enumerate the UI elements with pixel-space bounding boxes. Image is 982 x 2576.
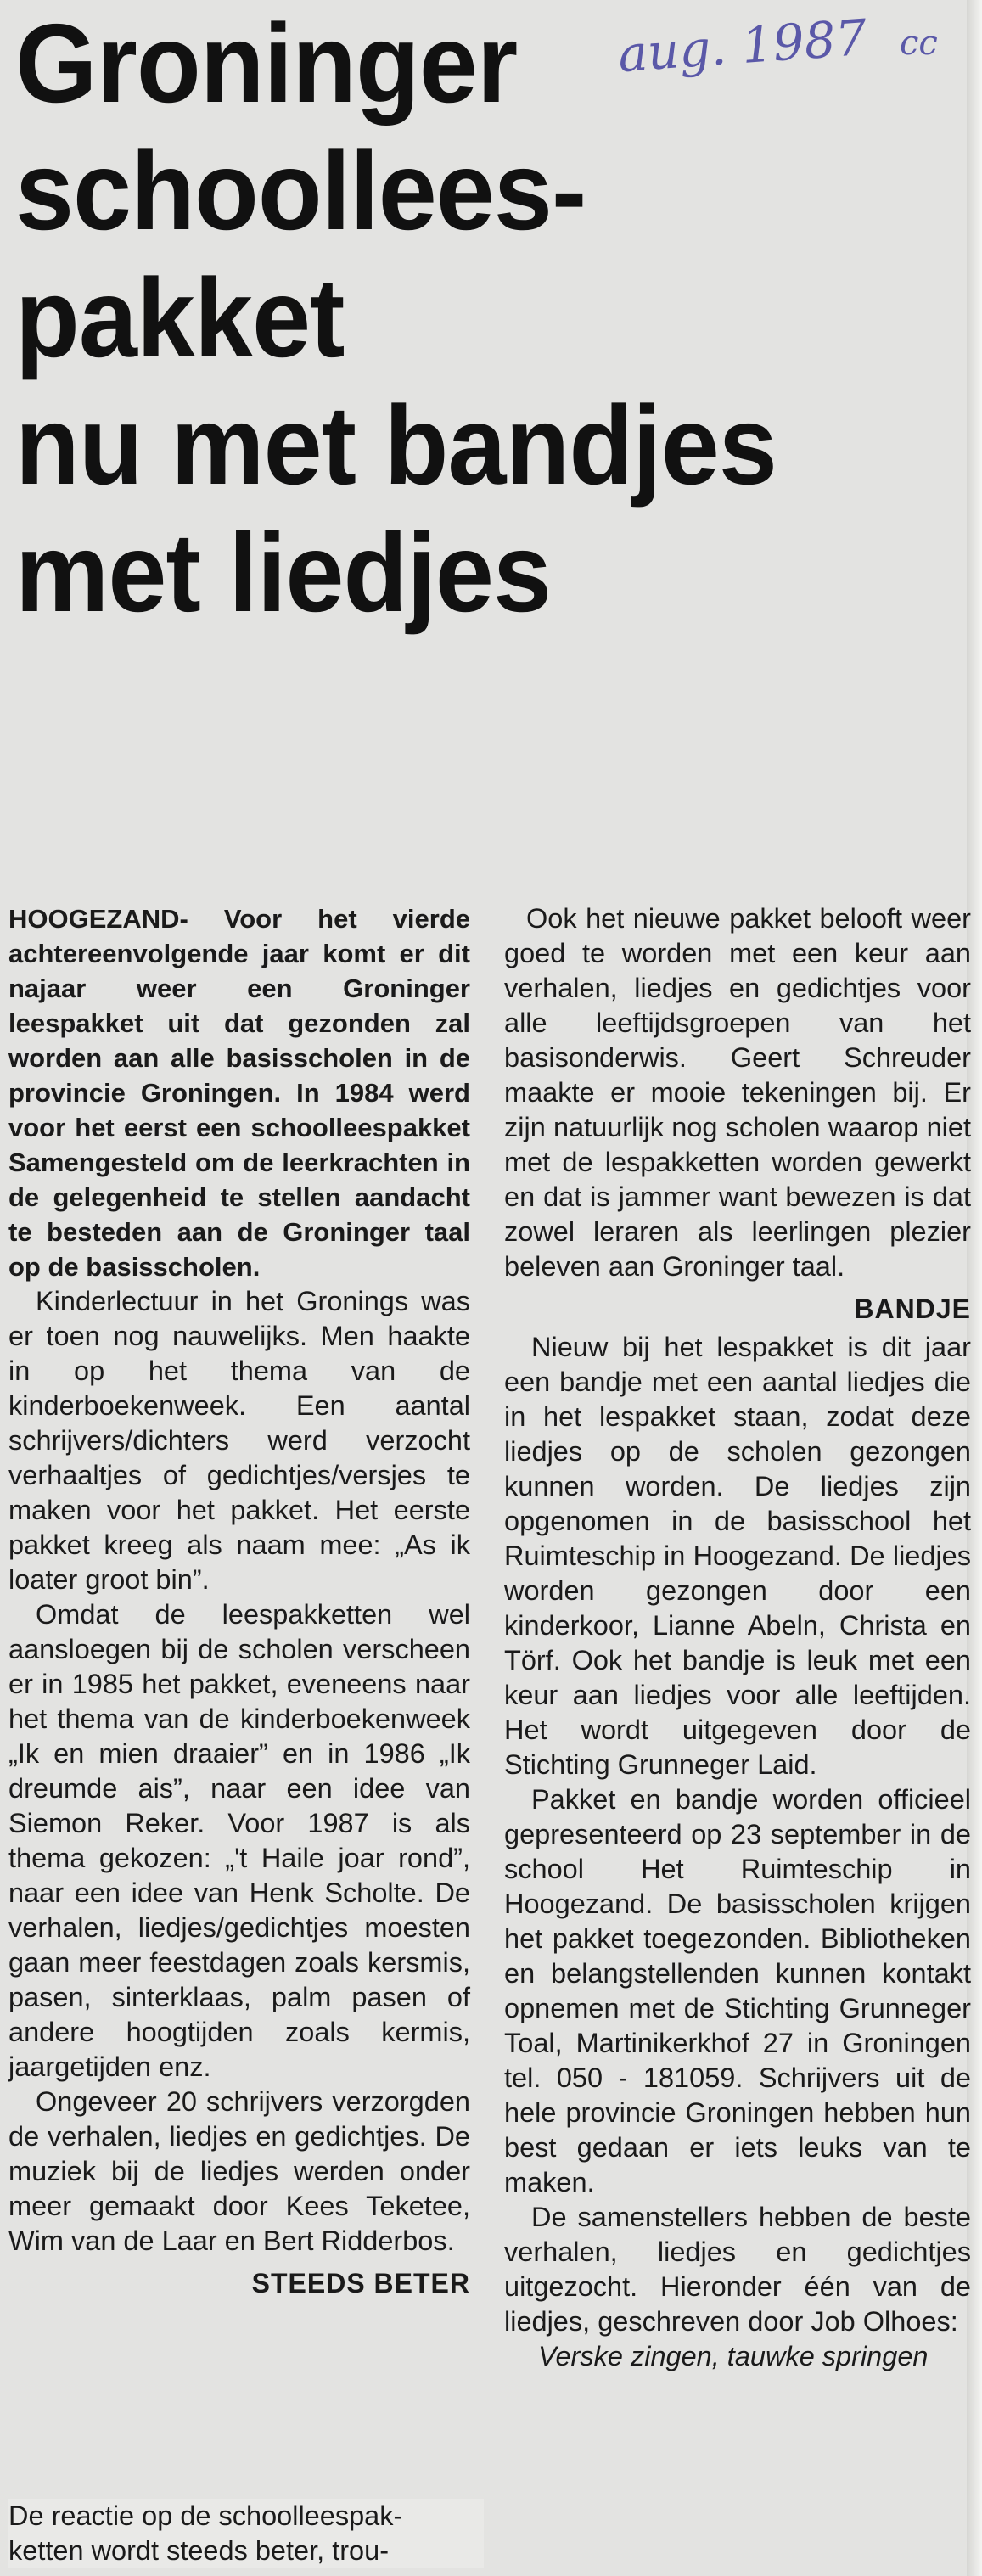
body-paragraph: Nieuw bij het lespakket is dit jaar een bandje met een aantal liedjes die in het lespakket staan, zodat deze liedjes op de scholen gezongen kunnen worden. De liedjes zijn opgenomen in de basisschool het Ruimteschip in Hoogezand. De liedjes worden gezongen door een kinderkoor, Lianne Abeln, Christa en Törf. Ook het bandje is leuk met een keur aan liedjes voor alle leeftijden. Het wordt uitgegeven door de Stichting Grunneger Laid. (504, 1332, 971, 1780)
handwritten-date: aug. 1987 (615, 8, 869, 84)
subhead-bandje: BANDJE (854, 1294, 971, 1324)
headline (15, 0, 877, 637)
right-column (504, 901, 971, 2374)
subhead-steeds-beter: STEEDS BETER (251, 2268, 470, 2298)
body-paragraph: Ongeveer 20 schrijvers verzorgden de verhalen, liedjes en gedichtjes. De muziek bij de liedjes werden onder meer gemaakt door Kees Teketee, Wim van de Laar en Bert Ridderbos. (8, 2086, 470, 2256)
left-column (8, 901, 470, 2304)
continued-line-2: ketten wordt steeds beter, trou- (8, 2535, 390, 2566)
continued-line-1: De reactie op de schoolleespak- (8, 2500, 403, 2531)
headline-line-5: met liedjes (15, 510, 552, 635)
handwritten-mark: cc (900, 24, 938, 63)
body-paragraph: De samenstellers hebben de beste verhalen, liedjes en gedichtjes uitgezocht. Hieronder één van de liedjes, geschreven door Job Olhoes: (504, 2202, 971, 2337)
headline-line-4: nu met bandjes (15, 383, 777, 508)
headline-line-1: Groninger (15, 1, 518, 126)
continued-paragraph (8, 2499, 484, 2568)
headline-line-2: schoollees- (15, 128, 586, 253)
body-paragraph: Pakket en bandje worden officieel gepresenteerd op 23 september in de school Het Ruimteschip in Hoogezand. De basisscholen krijgen het pakket toegezonden. Bibliotheken en belangstellenden kunnen kontakt opnemen met de Stichting Grunneger Toal, Martinikerkhof 27 in Groningen tel. 050 - 181059. Schrijvers uit de hele provincie Groningen hebben hun best gedaan er iets leuks van te maken. (504, 1784, 971, 2197)
body-paragraph: Ook het nieuwe pakket belooft weer goed te worden met een keur aan verhalen, liedjes en gedichtjes voor alle leeftijdsgroepen van het basisonderwis. Geert Schreuder maakte er mooie tekeningen bij. Er zijn natuurlijk nog scholen waarop niet met de lespakketten worden gewerkt en dat is jammer want bewezen is dat zowel leraren als leerlingen plezier beleven aan Groninger taal. (504, 903, 971, 1282)
poem-line: Verske zingen, tauwke springen (538, 2341, 929, 2371)
lead-paragraph: HOOGEZAND- Voor het vierde achtereenvolgende jaar komt er dit najaar weer een Groninger leespakket uit dat gezonden zal worden aan alle basisscholen in de provincie Groningen. In 1984 werd voor het eerst een schoolleespakket Samengesteld om de leerkrachten in de gelegenheid te stellen aandacht te besteden aan de Groninger taal op de basisscholen. (8, 904, 470, 1282)
body-paragraph: Omdat de leespakketten wel aansloegen bij de scholen verscheen er in 1985 het pakket, eveneens naar het thema van de kinderboekenweek „Ik en mien draaier” en in 1986 „Ik dreumde ais”, naar een idee van Siemon Reker. Voor 1987 is als thema gekozen: „'t Haile joar rond”, naar een idee van Henk Scholte. De verhalen, liedjes/gedichtjes moesten gaan meer feestdagen zoals kersmis, pasen, sinterklaas, palm pasen of andere hoogtijden zoals kermis, jaargetijden enz. (8, 1599, 470, 2082)
headline-line-3: pakket (15, 255, 345, 380)
body-paragraph: Kinderlectuur in het Gronings was er toen nog nauwelijks. Men haakte in op het thema van de kinderboekenweek. Een aantal schrijvers/dichters werd verzocht verhaaltjes of gedichtjes/versjes te maken voor het pakket. Het eerste pakket kreeg als naam mee: „As ik loater groot bin”. (8, 1286, 470, 1595)
